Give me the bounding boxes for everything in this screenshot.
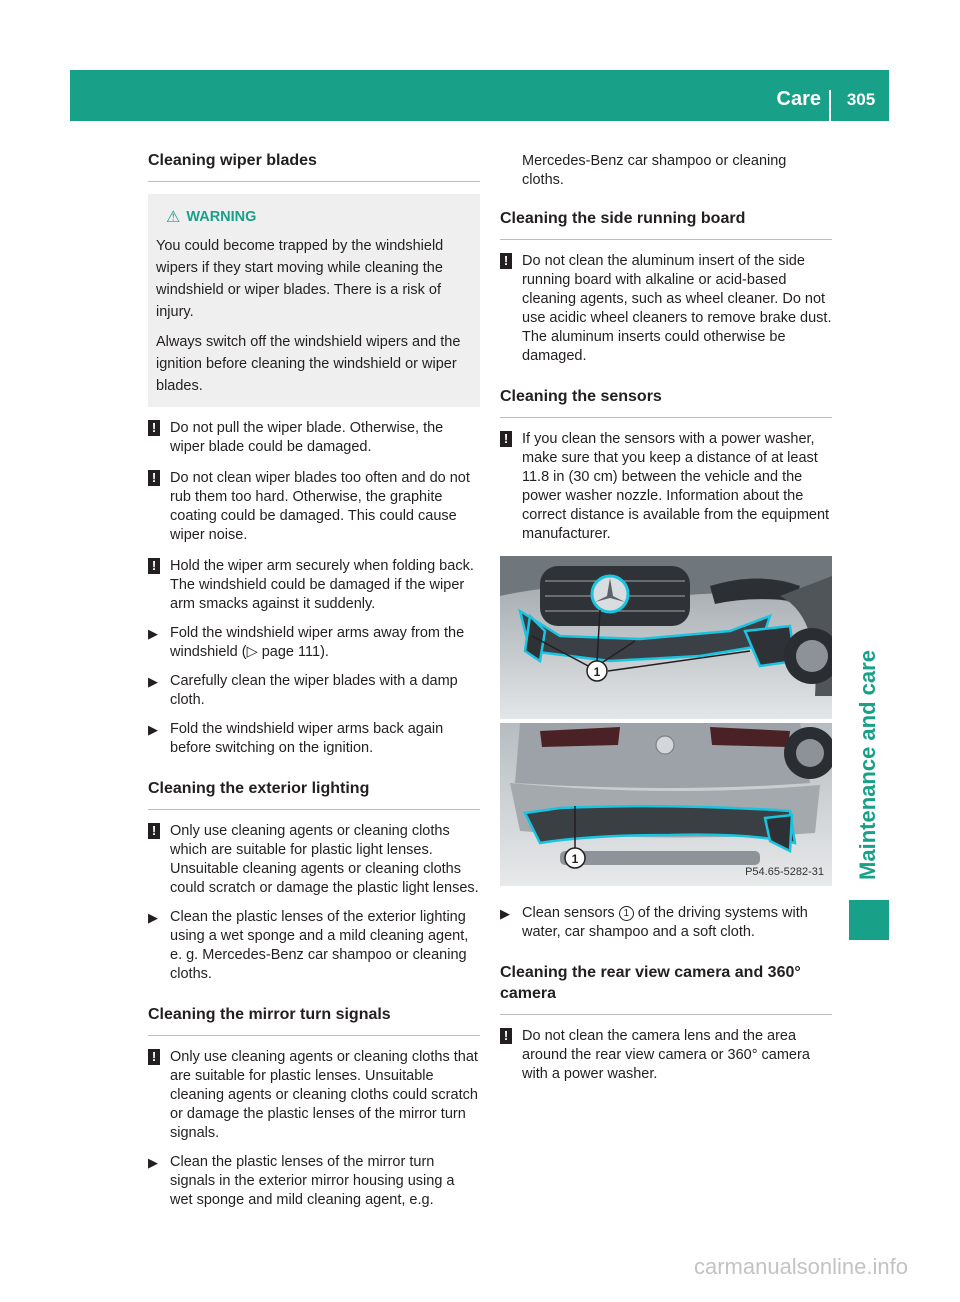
step-text: of the driving systems with water, car shampoo and a soft cloth. — [522, 905, 808, 940]
side-tab-marker — [849, 900, 889, 940]
left-column — [148, 150, 480, 1210]
step-arrow-icon: ▶ — [148, 626, 158, 641]
step — [148, 908, 480, 984]
note — [500, 1027, 832, 1084]
side-tab-label: Maintenance and care — [855, 650, 880, 880]
note-text: Only use cleaning agents or cleaning cloths which are suitable for plastic light lenses. Unsuitable cleaning agents or cleaning cloths could scratch or damage the plastic light lenses. — [170, 823, 479, 896]
note-text: Do not clean the aluminum insert of the side running board with alkaline or acid-based cleaning agents, such as wheel cleaner. Do not use acidic wheel cleaners to remove brake dust. The aluminum inserts could otherwise be damaged. — [522, 253, 832, 364]
note — [500, 430, 832, 544]
step-arrow-icon: ▶ — [500, 906, 510, 921]
step — [148, 1153, 480, 1210]
callout-number: 1 — [571, 852, 579, 866]
warning-box — [148, 194, 480, 407]
page-number: 305 — [846, 90, 876, 109]
front-bumper-photo — [500, 556, 832, 719]
exclamation-icon: ! — [500, 1028, 512, 1044]
step — [148, 720, 480, 758]
step-text: Clean the plastic lenses of the mirror turn signals in the exterior mirror housing using a wet sponge and mild cleaning agent, e.g. — [170, 1154, 455, 1208]
callout-number: 1 — [593, 665, 601, 679]
warning-text: You could become trapped by the windshield wipers if they start moving while cleaning the windshield or wiper blades. There is a risk of injury. — [156, 238, 444, 320]
note-text: Do not pull the wiper blade. Otherwise, the wiper blade could be damaged. — [170, 420, 444, 455]
warning-text: Always switch off the windshield wipers and the ignition before cleaning the windshield or wiper blades. — [156, 334, 461, 394]
exclamation-icon: ! — [148, 420, 160, 436]
note — [148, 469, 480, 545]
note — [148, 557, 480, 614]
header-divider — [829, 90, 831, 121]
section-title: Care — [776, 88, 821, 110]
note-text: If you clean the sensors with a power washer, make sure that you keep a distance of at least 11.8 in (30 cm) between the vehicle and the power washer nozzle. Information about the correct distance is available from the equipment manufacturer. — [522, 431, 830, 542]
rear-bumper-illustration — [500, 723, 832, 886]
heading-camera: Cleaning the rear view camera and 360° camera — [500, 962, 832, 1015]
exclamation-icon: ! — [148, 470, 160, 486]
note-text: Only use cleaning agents or cleaning cloths that are suitable for plastic lenses. Unsuitable cleaning agents or cleaning cloths could scratch or damage the plastic lenses of the mirror turn signals. — [170, 1049, 478, 1141]
note-text: Do not clean wiper blades too often and do not rub them too hard. Otherwise, the graphite coating could be damaged. This could cause wiper noise. — [170, 470, 470, 543]
warning-label: WARNING — [186, 209, 257, 225]
exclamation-icon: ! — [500, 253, 512, 269]
step — [148, 624, 480, 662]
warning-icon: ⚠ — [166, 209, 181, 226]
note — [148, 1048, 480, 1143]
heading-mirror: Cleaning the mirror turn signals — [148, 1004, 480, 1036]
step-text: Fold the windshield wiper arms away from the windshield (▷ page 111). — [170, 625, 465, 660]
step-arrow-icon: ▶ — [148, 674, 158, 689]
continued-text: Mercedes-Benz car shampoo or cleaning cloths. — [522, 153, 787, 188]
step — [500, 904, 832, 942]
step-arrow-icon: ▶ — [148, 1155, 158, 1170]
right-column — [500, 152, 832, 1084]
watermark: carmanualsonline.info — [693, 1254, 908, 1279]
step-arrow-icon: ▶ — [148, 910, 158, 925]
note-text: Hold the wiper arm securely when folding back. The windshield could be damaged if the wiper arm smacks against it suddenly. — [170, 558, 474, 612]
step-arrow-icon: ▶ — [148, 722, 158, 737]
step-text: Fold the windshield wiper arms back again before switching on the ignition. — [170, 721, 444, 756]
side-tab — [847, 650, 889, 880]
header-bar — [70, 70, 889, 121]
step-text: Clean the plastic lenses of the exterior lighting using a wet sponge and a mild cleaning agent, e. g. Mercedes-Benz car shampoo or cleaning cloths. — [170, 909, 469, 982]
front-bumper-illustration — [500, 556, 832, 719]
exclamation-icon: ! — [148, 823, 160, 839]
callout-number: 1 — [619, 906, 634, 921]
step-text: Carefully clean the wiper blades with a damp cloth. — [170, 673, 458, 708]
heading-running-board: Cleaning the side running board — [500, 208, 832, 240]
note — [148, 419, 480, 457]
note — [148, 822, 480, 898]
rear-bumper-photo — [500, 723, 832, 886]
exclamation-icon: ! — [148, 1049, 160, 1065]
heading-lighting: Cleaning the exterior lighting — [148, 778, 480, 810]
note-text: Do not clean the camera lens and the area around the rear view camera or 360° camera with a power washer. — [522, 1028, 810, 1082]
heading-wiper: Cleaning wiper blades — [148, 150, 480, 182]
step-text: Clean sensors — [522, 905, 615, 921]
step — [148, 672, 480, 710]
image-code: P54.65-5282-31 — [745, 866, 824, 878]
note — [500, 252, 832, 366]
exclamation-icon: ! — [148, 558, 160, 574]
exclamation-icon: ! — [500, 431, 512, 447]
heading-sensors: Cleaning the sensors — [500, 386, 832, 418]
